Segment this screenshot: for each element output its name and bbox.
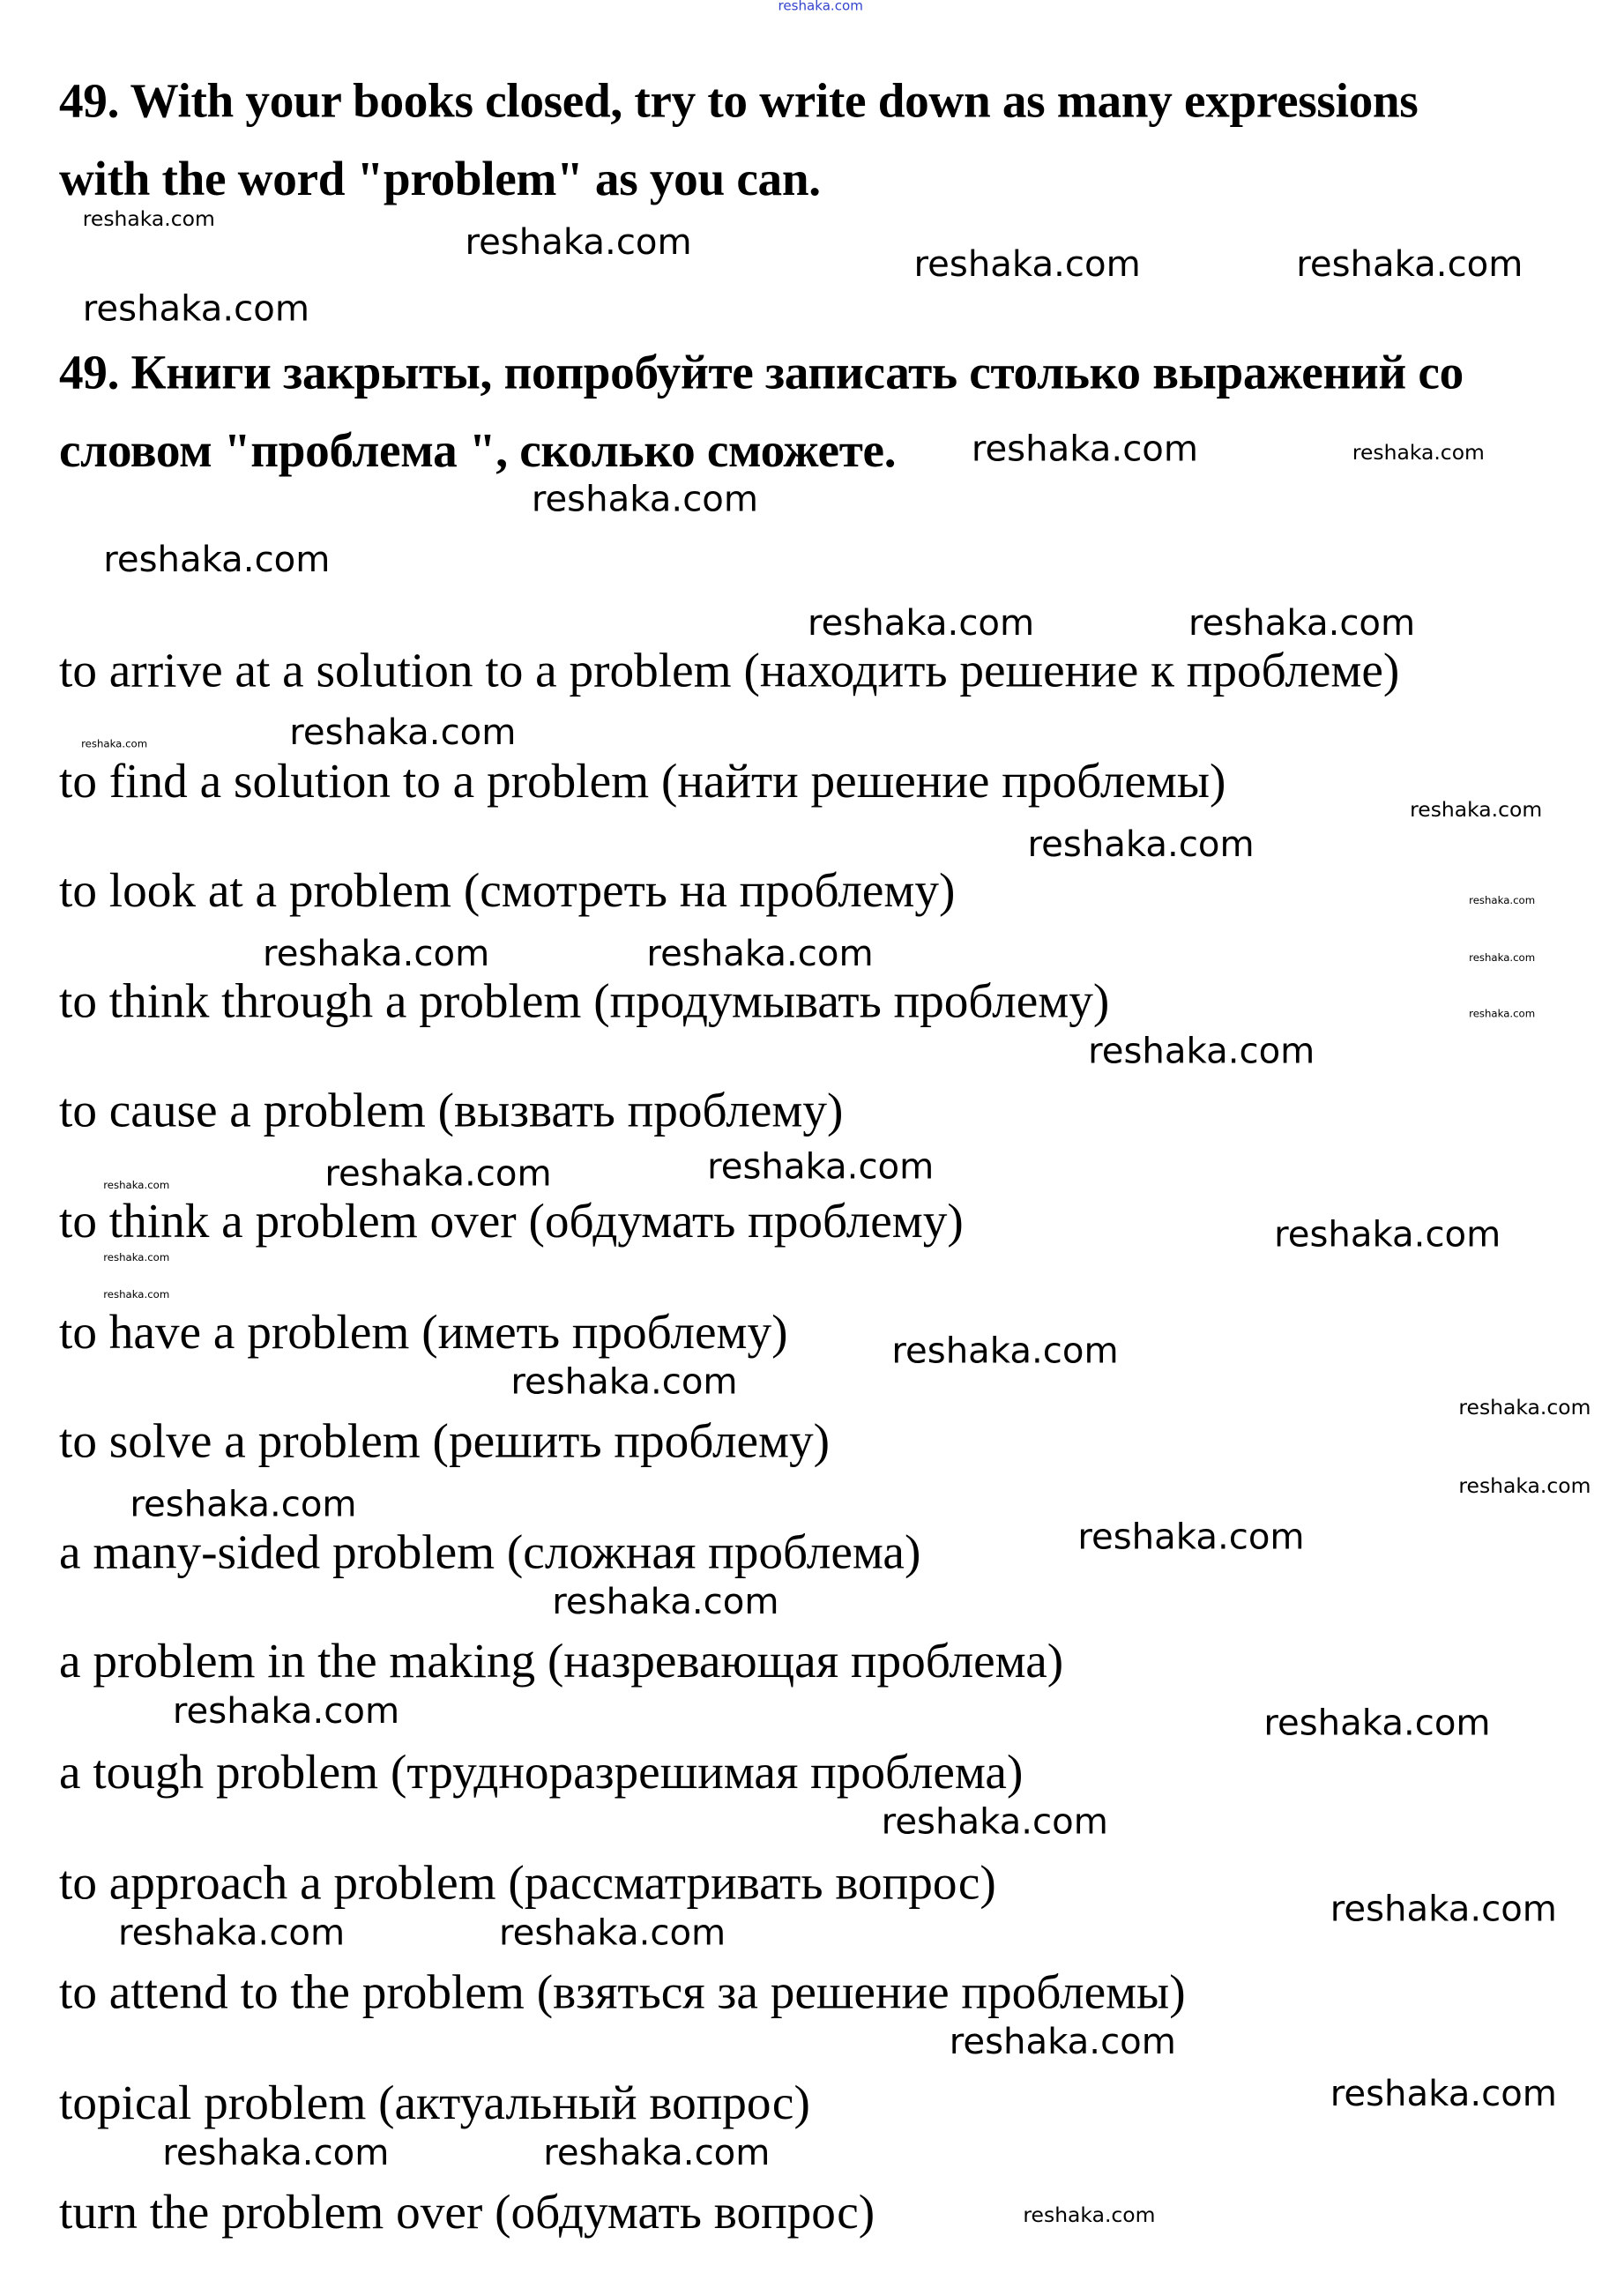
- exercise-heading-en-line2: with the word "problem" as you can.: [58, 153, 821, 207]
- watermark: reshaka.com: [103, 1251, 170, 1264]
- watermark: reshaka.com: [263, 933, 490, 975]
- watermark: reshaka.com: [289, 712, 517, 753]
- watermark: reshaka.com: [103, 539, 331, 581]
- watermark: reshaka.com: [1188, 602, 1416, 645]
- watermark: reshaka.com: [82, 287, 309, 330]
- watermark: reshaka.com: [646, 933, 874, 975]
- expression-line: to arrive at a solution to a problem (находить решение к проблеме): [58, 645, 1400, 699]
- watermark: reshaka.com: [117, 1912, 346, 1954]
- expression-line: to find a solution to a problem (найти решение проблемы): [58, 755, 1226, 809]
- watermark: reshaka.com: [81, 738, 148, 750]
- watermark: reshaka.com: [82, 208, 215, 232]
- expression-line: to think a problem over (обдумать проблему): [58, 1196, 964, 1249]
- watermark: reshaka.com: [465, 221, 692, 264]
- watermark: reshaka.com: [881, 1800, 1108, 1843]
- watermark: reshaka.com: [498, 1912, 726, 1954]
- watermark: reshaka.com: [707, 1145, 935, 1188]
- expression-line: a tough problem (трудноразрешимая проблема): [58, 1746, 1024, 1800]
- expression-line: a many-sided problem (сложная проблема): [58, 1526, 921, 1580]
- expression-line: to attend to the problem (взяться за решение проблемы): [58, 1966, 1186, 2021]
- watermark: reshaka.com: [1088, 1030, 1315, 1072]
- expression-line: to solve a problem (решить проблему): [58, 1416, 831, 1470]
- watermark: reshaka.com: [1458, 1474, 1591, 1499]
- expression-line: a problem in the making (назревающая проблема): [58, 1636, 1064, 1690]
- exercise-heading-ru-line2: словом "проблема ", сколько сможете.: [58, 425, 897, 479]
- expression-line: to think through a problem (продумывать проблему): [58, 975, 1110, 1029]
- watermark: reshaka.com: [1296, 243, 1523, 286]
- watermark: reshaka.com: [531, 478, 759, 520]
- expression-line: turn the problem over (обдумать вопрос): [58, 2187, 875, 2240]
- watermark: reshaka.com: [807, 602, 1035, 645]
- expression-line: to look at a problem (смотреть на проблему): [58, 865, 956, 919]
- exercise-heading-ru-line1: 49. Книги закрыты, попробуйте записать столько выражений со: [58, 347, 1464, 400]
- expression-line: topical problem (актуальный вопрос): [58, 2076, 810, 2130]
- watermark: reshaka.com: [778, 0, 863, 15]
- watermark: reshaka.com: [913, 243, 1141, 286]
- watermark: reshaka.com: [1077, 1516, 1305, 1558]
- expression-line: to approach a problem (рассматривать вопрос): [58, 1856, 996, 1911]
- watermark: reshaka.com: [172, 1690, 400, 1733]
- expression-line: to cause a problem (вызвать проблему): [58, 1085, 844, 1139]
- watermark: reshaka.com: [162, 2131, 390, 2173]
- watermark: reshaka.com: [1330, 2072, 1557, 2114]
- watermark: reshaka.com: [1023, 2204, 1156, 2228]
- watermark: reshaka.com: [103, 1179, 170, 1192]
- watermark: reshaka.com: [1027, 824, 1255, 866]
- watermark: reshaka.com: [891, 1330, 1119, 1372]
- watermark: reshaka.com: [1469, 1008, 1536, 1021]
- watermark: reshaka.com: [324, 1152, 552, 1195]
- expression-line: to have a problem (иметь проблему): [58, 1306, 788, 1360]
- watermark: reshaka.com: [552, 1581, 779, 1623]
- watermark: reshaka.com: [949, 2021, 1176, 2063]
- watermark: reshaka.com: [1263, 1702, 1491, 1744]
- watermark: reshaka.com: [1352, 441, 1485, 466]
- watermark: reshaka.com: [971, 428, 1199, 470]
- watermark: reshaka.com: [130, 1483, 357, 1525]
- watermark: reshaka.com: [510, 1360, 738, 1403]
- watermark: reshaka.com: [1274, 1213, 1501, 1256]
- watermark: reshaka.com: [1330, 1888, 1557, 1930]
- exercise-heading-en-line1: 49. With your books closed, try to write down as many expressions: [58, 75, 1419, 129]
- watermark: reshaka.com: [1410, 798, 1543, 823]
- watermark: reshaka.com: [103, 1288, 170, 1301]
- watermark: reshaka.com: [1469, 952, 1536, 965]
- watermark: reshaka.com: [1458, 1397, 1591, 1420]
- watermark: reshaka.com: [543, 2131, 771, 2173]
- watermark: reshaka.com: [1469, 894, 1536, 907]
